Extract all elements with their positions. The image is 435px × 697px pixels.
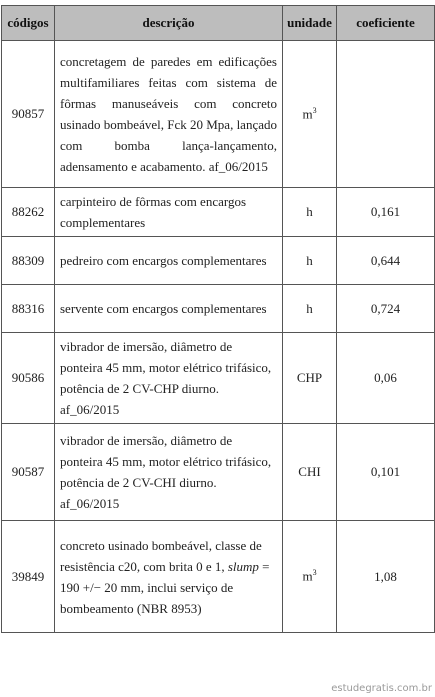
- row-coefficient: 0,644: [337, 237, 435, 285]
- row-code: 39849: [2, 521, 55, 633]
- row-code: 88316: [2, 285, 55, 333]
- unit-base: CHP: [296, 370, 323, 385]
- table-row: [2, 188, 435, 237]
- row-coefficient: 0,06: [337, 333, 435, 424]
- row-unit: [283, 333, 337, 424]
- header-row: [2, 6, 435, 41]
- header-descricao: descrição: [55, 6, 283, 41]
- row-code: 90587: [2, 424, 55, 521]
- row-description: vibrador de imersão, diâmetro de ponteira 45 mm, motor elétrico trifásico, potência de 2 CV-CHP diurno. af_06/2015: [55, 333, 283, 424]
- row-code: 88309: [2, 237, 55, 285]
- table-row: [2, 333, 435, 424]
- table-row: [2, 424, 435, 521]
- unit-base: m: [302, 106, 313, 122]
- unit-exponent: 3: [312, 105, 317, 115]
- unit-base: h: [306, 252, 313, 268]
- row-description: vibrador de imersão, diâmetro de ponteira 45 mm, motor elétrico trifásico, potência de 2 CV-CHI diurno. af_06/2015: [55, 424, 283, 521]
- row-unit: [283, 424, 337, 521]
- desc-italic: slump: [227, 558, 259, 574]
- table-row: [2, 285, 435, 333]
- row-unit: [283, 188, 337, 237]
- site-watermark: estudegratis.com.br: [331, 683, 432, 694]
- row-unit: [283, 521, 337, 633]
- table-row: [2, 237, 435, 285]
- unit-exponent: 3: [312, 568, 317, 578]
- desc-text: = 190 +/− 20 mm, inclui serviço de bombeamento (NBR 8953): [60, 558, 270, 616]
- row-code: 88262: [2, 188, 55, 237]
- row-code: 90857: [2, 41, 55, 188]
- row-code: 90586: [2, 333, 55, 424]
- row-description: pedreiro com encargos complementares: [55, 237, 283, 285]
- row-coefficient: 0,101: [337, 424, 435, 521]
- header-codigos: códigos: [2, 6, 55, 41]
- header-unidade: unidade: [283, 6, 337, 41]
- row-unit: [283, 237, 337, 285]
- unit-base: CHI: [298, 464, 321, 479]
- unit-base: m: [302, 568, 313, 584]
- table-row: [2, 521, 435, 633]
- unit-base: h: [306, 204, 313, 219]
- table-row: [2, 41, 435, 188]
- desc-text: concreto usinado bombeável, classe de resistência c20, com brita 0 e 1,: [60, 537, 262, 574]
- row-description: carpinteiro de fôrmas com encargos complementares: [55, 188, 283, 237]
- row-description: concretagem de paredes em edificações multifamiliares feitas com sistema de fôrmas manuseáveis com concreto usinado bombeável, Fck 20 Mpa, lançado com bomba lança-lançamento, adensamento e acabamento. af_06/2015: [55, 41, 283, 188]
- composition-table: [1, 5, 435, 633]
- row-description: servente com encargos complementares: [55, 285, 283, 333]
- unit-base: h: [306, 300, 313, 316]
- row-coefficient: 0,724: [337, 285, 435, 333]
- row-coefficient: 1,08: [337, 521, 435, 633]
- row-unit: [283, 41, 337, 188]
- row-unit: [283, 285, 337, 333]
- row-coefficient: 0,161: [337, 188, 435, 237]
- header-coeficiente: coeficiente: [337, 6, 435, 41]
- row-description: [55, 521, 283, 633]
- row-coefficient: [337, 41, 435, 188]
